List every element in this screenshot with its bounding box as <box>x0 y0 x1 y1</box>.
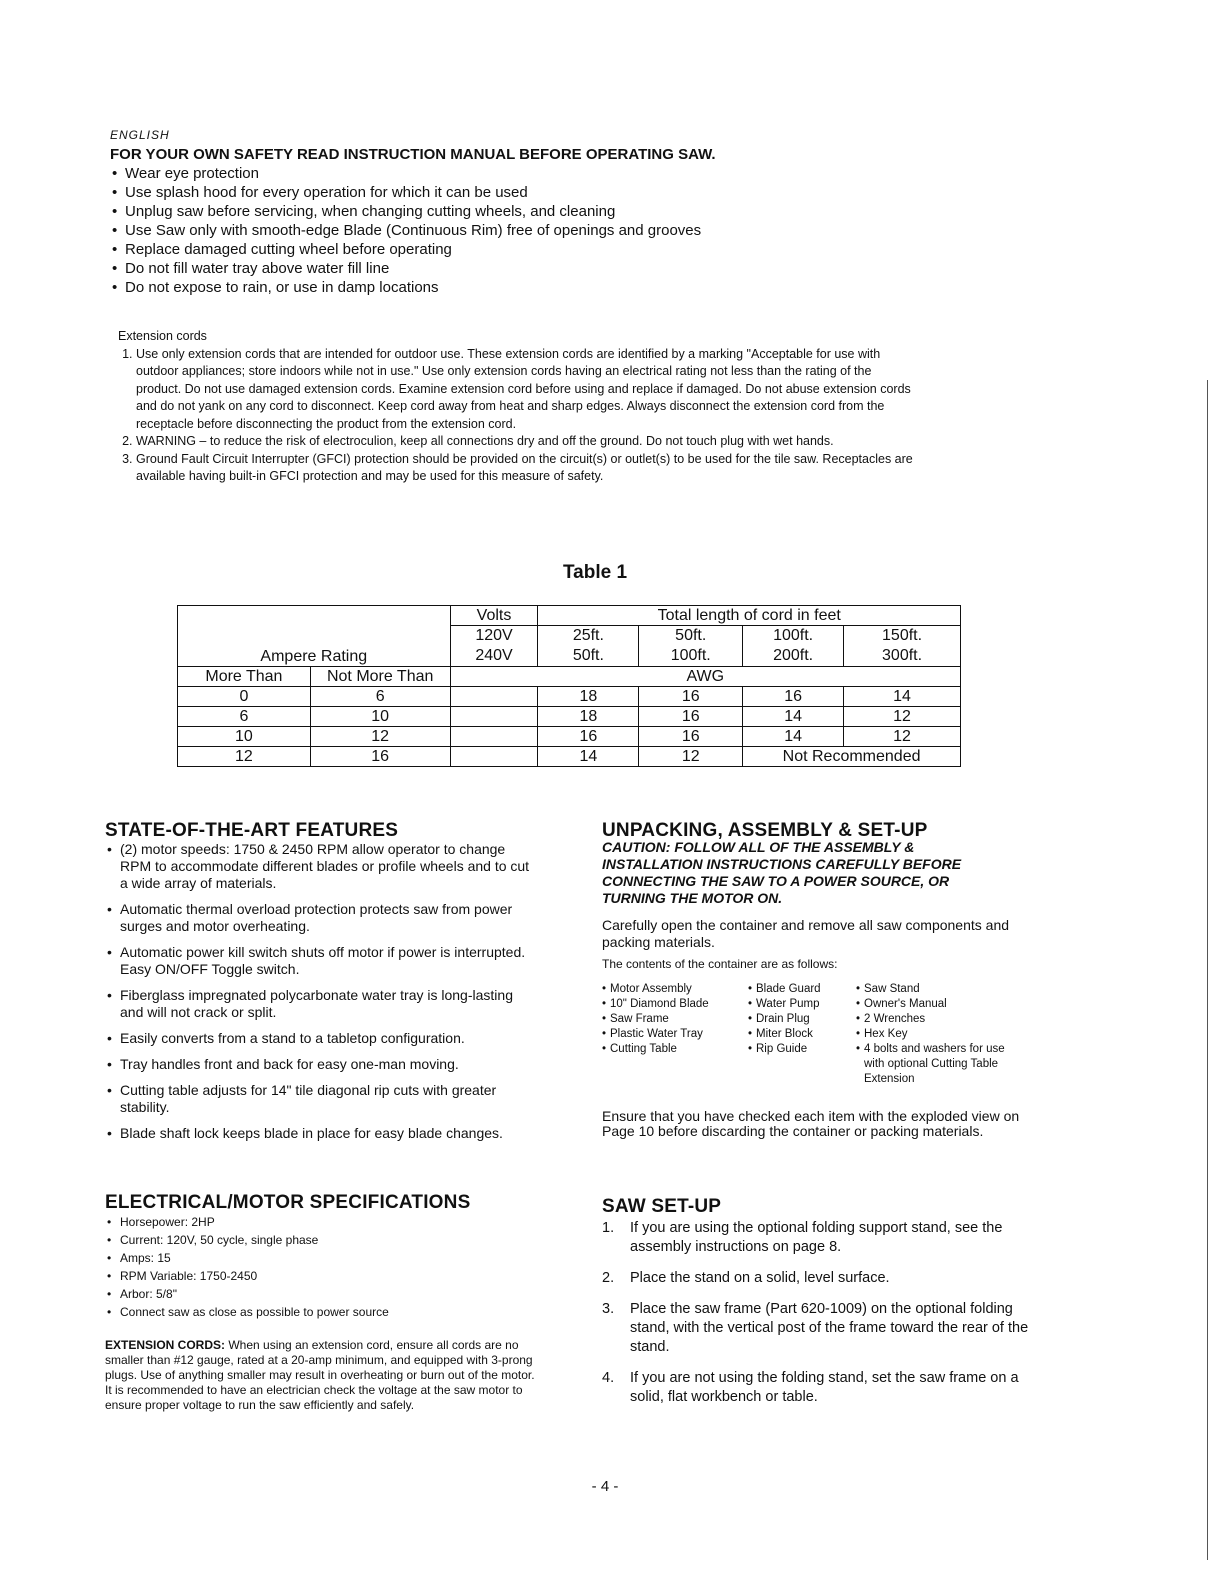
electrical-section <box>105 1194 540 1413</box>
spec-item: • Amps: 15 <box>105 1251 540 1266</box>
page-number: - 4 - <box>591 1478 619 1495</box>
features-section <box>105 822 540 1151</box>
safety-item: • Use Saw only with smooth-edge Blade (Continuous Rim) free of openings and grooves <box>110 221 930 240</box>
feature-item: • (2) motor speeds: 1750 & 2450 RPM allow operator to change RPM to accommodate different blades or profile wheels and to cut a wide array of materials. <box>105 841 540 892</box>
content-item: • Hex Key <box>856 1027 1006 1042</box>
table-cell <box>450 687 538 707</box>
content-item: • 10" Diamond Blade <box>602 997 748 1012</box>
spec-item: • Horsepower: 2HP <box>105 1215 540 1230</box>
table-cell: 12 <box>844 707 961 727</box>
extension-cord-item: 2. WARNING – to reduce the risk of electroculion, keep all connections dry and off the ground. Do not touch plug with wet hands. <box>136 433 918 451</box>
table-cell: 12 <box>178 747 311 767</box>
setup-step: 1. If you are using the optional folding support stand, see the assembly instructions on page 8. <box>602 1220 1003 1255</box>
safety-item: • Do not expose to rain, or use in damp locations <box>110 278 930 297</box>
unpacking-intro: Carefully open the container and remove all saw components and packing materials. <box>602 917 1010 950</box>
volts-cell: 120V 240V <box>450 626 538 667</box>
content-item: • Drain Plug <box>748 1012 856 1027</box>
content-item: • Motor Assembly <box>602 982 748 997</box>
ensure-text: Ensure that you have checked each item with the exploded view on Page 10 before discarding the container or packing materials. <box>602 1108 1020 1139</box>
scan-margin-line <box>1207 380 1208 1560</box>
content-item: • Miter Block <box>748 1027 856 1042</box>
spec-item: • Connect saw as close as possible to power source <box>105 1305 540 1320</box>
contents-label: The contents of the container are as follows: <box>602 957 838 971</box>
content-item: • Water Pump <box>748 997 856 1012</box>
safety-item: • Do not fill water tray above water fill line <box>110 259 930 278</box>
table-cell: 16 <box>743 687 844 707</box>
spec-item: • Arbor: 5/8" <box>105 1287 540 1302</box>
caution-text: CAUTION: FOLLOW ALL OF THE ASSEMBLY & INSTALLATION INSTRUCTIONS CAREFULLY BEFORE CONNECTING THE SAW TO A POWER SOURCE, OR TURNING THE MOTOR ON. <box>602 839 962 906</box>
length-cell: 25ft. 50ft. <box>538 626 639 667</box>
table-cell: 16 <box>639 687 743 707</box>
setup-section <box>602 1198 1042 1419</box>
spec-item: • RPM Variable: 1750-2450 <box>105 1269 540 1284</box>
length-cell: 150ft. 300ft. <box>844 626 961 667</box>
content-item: • 2 Wrenches <box>856 1012 1006 1027</box>
feature-item: • Automatic power kill switch shuts off motor if power is interrupted. Easy ON/OFF Toggle switch. <box>105 944 540 978</box>
table-cell: 14 <box>743 727 844 747</box>
table-cell: 0 <box>178 687 311 707</box>
table-cell: 12 <box>844 727 961 747</box>
extension-cords-text: When using an extension cord, ensure all cords are no smaller than #12 gauge, rated at a 20-amp minimum, and equipped with 3-prong plugs. Use of anything smaller may result in overheating or burn out of the motor. It is recommended to have an electrician check the voltage at the saw motor to ensure proper voltage to run the saw efficiently and safely. <box>105 1338 535 1412</box>
table-cell: 14 <box>743 707 844 727</box>
feature-item: • Easily converts from a stand to a tabletop configuration. <box>105 1030 540 1047</box>
content-item: • Rip Guide <box>748 1042 856 1057</box>
not-more-than-header: Not More Than <box>310 667 450 687</box>
safety-item: • Unplug saw before servicing, when changing cutting wheels, and cleaning <box>110 202 930 221</box>
ampere-rating-header: Ampere Rating <box>178 606 451 667</box>
table-cell: 10 <box>310 707 450 727</box>
spec-item: • Current: 120V, 50 cycle, single phase <box>105 1233 540 1248</box>
table-cell: 16 <box>639 707 743 727</box>
language-label: ENGLISH <box>110 128 170 142</box>
table-cell <box>450 727 538 747</box>
cord-gauge-table <box>177 605 961 767</box>
extension-cord-item: 1. Use only extension cords that are intended for outdoor use. These extension cords are identified by a marking "Acceptable for use with outdoor appliances; store indoors while not in use." Use only extension cords having an electrical rating not less than the rating of the product. Do not use damaged extension cords. Examine extension cord before using and replace if damaged. Do not abuse extension cords and do not yank on any cord to disconnect. Keep cord away from heat and sharp edges. Always disconnect the extension cord from the receptacle before disconnecting the product from the extension cord. <box>136 346 918 434</box>
feature-item: • Tray handles front and back for easy one-man moving. <box>105 1056 540 1073</box>
safety-item: • Wear eye protection <box>110 164 930 183</box>
extension-cords-note <box>105 1338 540 1413</box>
safety-list <box>110 164 930 297</box>
content-item: • Owner's Manual <box>856 997 1006 1012</box>
extension-cords-section <box>118 328 918 486</box>
content-item: • Plastic Water Tray <box>602 1027 748 1042</box>
table-cell: 12 <box>639 747 743 767</box>
feature-item: • Automatic thermal overload protection protects saw from power surges and motor overheating. <box>105 901 540 935</box>
feature-item: • Fiberglass impregnated polycarbonate water tray is long-lasting and will not crack or split. <box>105 987 540 1021</box>
feature-item: • Blade shaft lock keeps blade in place for easy blade changes. <box>105 1125 540 1142</box>
content-item: • Saw Stand <box>856 982 1006 997</box>
table-cell: 10 <box>178 727 311 747</box>
extension-cords-title: Extension cords <box>118 329 207 343</box>
awg-header: AWG <box>450 667 960 687</box>
feature-item: • Cutting table adjusts for 14" tile diagonal rip cuts with greater stability. <box>105 1082 540 1116</box>
extension-cords-label: EXTENSION CORDS: <box>105 1338 226 1352</box>
table-cell: 16 <box>639 727 743 747</box>
electrical-title: ELECTRICAL/MOTOR SPECIFICATIONS <box>105 1192 471 1213</box>
length-cell: 100ft. 200ft. <box>743 626 844 667</box>
setup-step: 2. Place the stand on a solid, level surface. <box>602 1270 890 1286</box>
table-cell <box>450 707 538 727</box>
length-cell: 50ft. 100ft. <box>639 626 743 667</box>
content-item: • Cutting Table <box>602 1042 748 1057</box>
setup-step: 4. If you are not using the folding stand, set the saw frame on a solid, flat workbench or table. <box>602 1370 1019 1405</box>
setup-title: SAW SET-UP <box>602 1196 722 1217</box>
table-cell: 6 <box>178 707 311 727</box>
table-title: Table 1 <box>562 562 628 583</box>
table-cell <box>450 747 538 767</box>
more-than-header: More Than <box>178 667 311 687</box>
table-cell: 16 <box>310 747 450 767</box>
table-cell: 18 <box>538 687 639 707</box>
setup-step: 3. Place the saw frame (Part 620-1009) on the optional folding stand, with the vertical post of the frame toward the rear of the stand. <box>602 1301 1029 1355</box>
content-item: • 4 bolts and washers for use with optional Cutting Table Extension <box>856 1042 1006 1087</box>
safety-item: • Use splash hood for every operation for which it can be used <box>110 183 930 202</box>
table-cell: 16 <box>538 727 639 747</box>
table-cell: 12 <box>310 727 450 747</box>
table-cell: 6 <box>310 687 450 707</box>
safety-heading: FOR YOUR OWN SAFETY READ INSTRUCTION MANUAL BEFORE OPERATING SAW. <box>110 146 716 163</box>
unpacking-section <box>602 822 1042 1139</box>
unpacking-title: UNPACKING, ASSEMBLY & SET-UP <box>602 820 928 841</box>
content-item: • Blade Guard <box>748 982 856 997</box>
total-length-header: Total length of cord in feet <box>538 606 961 626</box>
volts-header: Volts <box>450 606 538 626</box>
table-cell: 14 <box>844 687 961 707</box>
extension-cord-item: 3. Ground Fault Circuit Interrupter (GFCI) protection should be provided on the circuit(s) or outlet(s) to be used for the tile saw. Receptacles are available having built-in GFCI protection and may be used for this measure of safety. <box>136 451 918 486</box>
table-cell: 14 <box>538 747 639 767</box>
safety-item: • Replace damaged cutting wheel before operating <box>110 240 930 259</box>
features-title: STATE-OF-THE-ART FEATURES <box>105 820 399 841</box>
contents-list <box>602 982 1042 1087</box>
content-item: • Saw Frame <box>602 1012 748 1027</box>
not-recommended-cell: Not Recommended <box>743 747 961 767</box>
table-cell: 18 <box>538 707 639 727</box>
